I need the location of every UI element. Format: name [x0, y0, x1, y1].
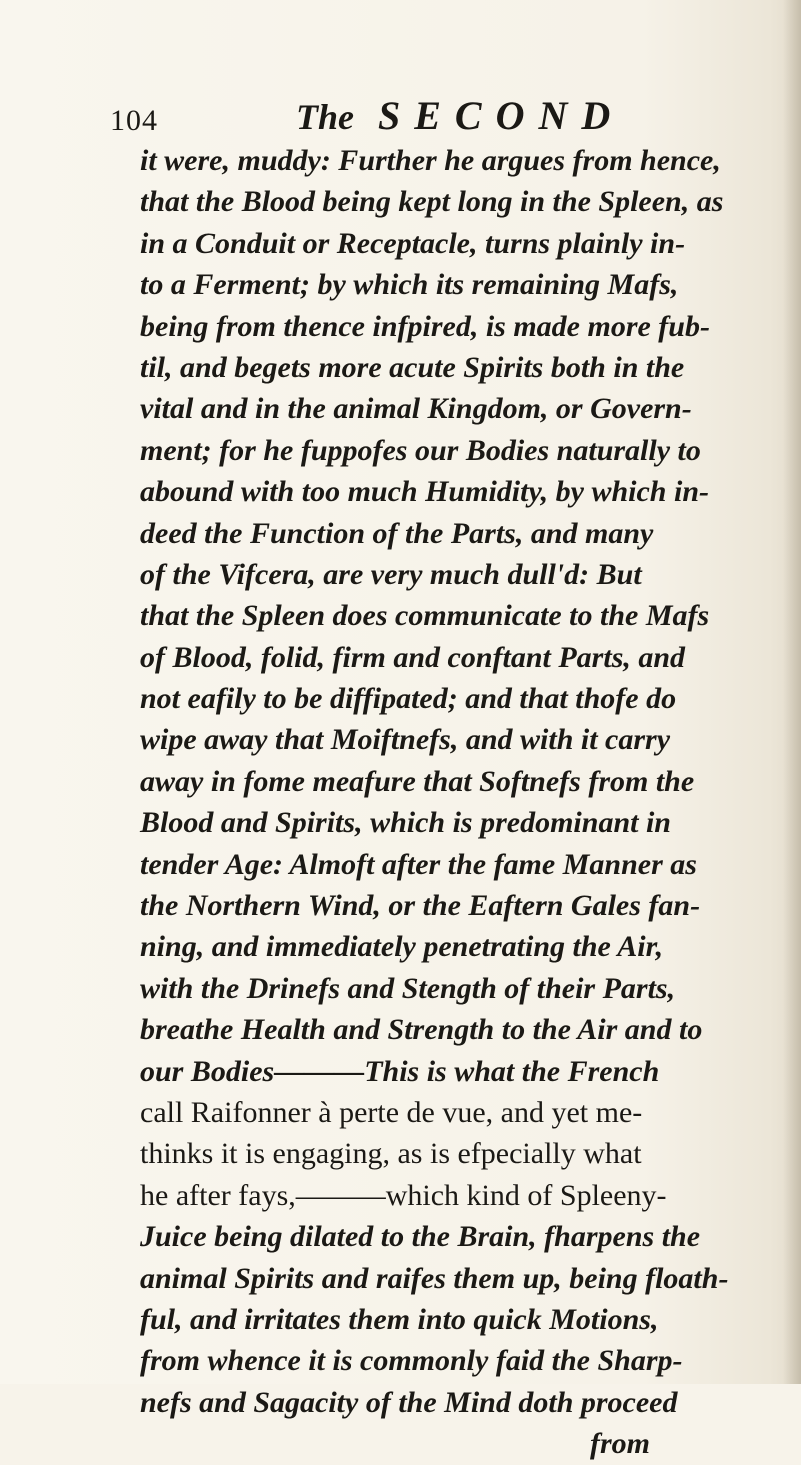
- text-line: thinks it is engaging, as is efpecially what: [140, 1137, 642, 1171]
- text-line: away in fome meafure that Softnefs from the: [140, 764, 695, 798]
- text-line: to a Ferment; by which its remaining Mafs,: [140, 268, 679, 302]
- text-line: wipe away that Moiftnefs, and with it carry: [140, 723, 671, 757]
- text-line: ning, and immediately penetrating the Air,: [140, 930, 664, 964]
- page-edge-shadow: [783, 0, 801, 1384]
- text-line: with the Drinefs and Stength of their Parts,: [140, 971, 676, 1005]
- text-line: in a Conduit or Receptacle, turns plainly in-: [140, 226, 686, 260]
- text-line: our Bodies———This is what the French: [140, 1054, 660, 1088]
- page-number: 104: [110, 104, 158, 137]
- text-line: ful, and irritates them into quick Motions,: [140, 1302, 659, 1336]
- text-line: not eafily to be diffipated; and that thofe do: [140, 682, 677, 716]
- text-line: the Northern Wind, or the Eaftern Gales fan-: [140, 889, 701, 923]
- text-line: abound with too much Humidity, by which in-: [140, 475, 710, 509]
- text-line: it were, muddy: Further he argues from hence,: [140, 144, 721, 177]
- text-line: nefs and Sagacity of the Mind doth proceed: [140, 1385, 678, 1419]
- text-line: Blood and Spirits, which is predominant in: [140, 806, 671, 840]
- running-title-word: SECOND: [378, 93, 625, 138]
- catchword: from: [590, 1427, 650, 1461]
- text-line: Juice being dilated to the Brain, fharpens the: [140, 1220, 701, 1254]
- text-line: that the Spleen does communicate to the Mafs: [140, 599, 710, 633]
- body-text: [140, 140, 760, 1465]
- running-title: [296, 92, 624, 139]
- text-line: he after fays,———which kind of Spleeny-: [140, 1178, 667, 1212]
- text-line: being from thence infpired, is made more fub-: [140, 309, 710, 343]
- text-line: that the Blood being kept long in the Spleen, as: [140, 185, 724, 219]
- text-line: animal Spirits and raifes them up, being floath-: [140, 1261, 729, 1295]
- page-header: [110, 92, 750, 142]
- text-line: til, and begets more acute Spirits both in the: [140, 350, 685, 384]
- running-title-article: The: [296, 97, 354, 137]
- text-line: ment; for he fuppofes our Bodies naturally to: [140, 433, 701, 467]
- text-line: tender Age: Almoft after the fame Manner as: [140, 847, 697, 881]
- text-line: breathe Health and Strength to the Air and to: [140, 1013, 703, 1047]
- text-line: of the Vifcera, are very much dull'd: But: [140, 557, 642, 591]
- text-line: call Raifonner à perte de vue, and yet me-: [140, 1095, 643, 1129]
- text-line: from whence it is commonly faid the Sharp-: [140, 1344, 683, 1378]
- text-line: deed the Function of the Parts, and many: [140, 516, 654, 550]
- text-line: of Blood, folid, firm and conftant Parts, and: [140, 640, 686, 674]
- text-line: vital and in the animal Kingdom, or Govern-: [140, 392, 692, 426]
